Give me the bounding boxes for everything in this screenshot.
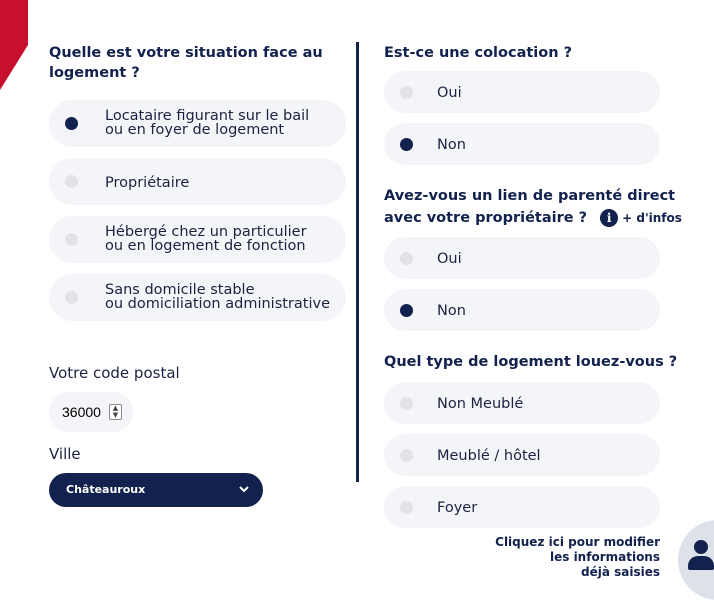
city-select-value: Châteauroux: [66, 483, 146, 496]
info-icon[interactable]: i: [600, 209, 618, 227]
edit-info-link[interactable]: Cliquez ici pour modifier les informations déjà saisies: [495, 535, 660, 579]
parente-question-line1: Avez-vous un lien de parenté direct: [384, 188, 676, 204]
option-label: Oui: [437, 251, 462, 267]
postal-code-input[interactable]: [49, 392, 133, 432]
parente-option-non[interactable]: [384, 289, 660, 331]
logement-option-meuble-hotel[interactable]: [384, 434, 660, 476]
situation-option-proprietaire[interactable]: [49, 158, 346, 205]
brand-corner-shape: [0, 0, 28, 90]
city-label: Ville: [49, 445, 81, 463]
number-spinner[interactable]: ▲ ▼: [109, 404, 122, 420]
colocation-option-oui[interactable]: [384, 71, 660, 113]
radio-selected[interactable]: [400, 138, 413, 151]
housing-situation-question: Quelle est votre situation face au logement ?: [49, 45, 323, 81]
parente-option-oui[interactable]: [384, 237, 660, 279]
radio-selected[interactable]: [65, 117, 78, 130]
option-label: Hébergé chez un particulier ou en logement de fonction: [105, 224, 307, 254]
more-info-link[interactable]: + d'infos: [622, 211, 682, 225]
radio-unselected[interactable]: [400, 501, 413, 514]
radio-unselected[interactable]: [400, 449, 413, 462]
radio-unselected[interactable]: [400, 86, 413, 99]
user-avatar-button[interactable]: [678, 520, 714, 600]
radio-unselected[interactable]: [400, 397, 413, 410]
logement-option-foyer[interactable]: [384, 486, 660, 528]
option-label: Oui: [437, 85, 462, 101]
option-label: Meublé / hôtel: [437, 448, 541, 464]
option-label: Locataire figurant sur le bail ou en foyer de logement: [105, 108, 310, 138]
radio-unselected[interactable]: [65, 233, 78, 246]
option-label: Sans domicile stable ou domiciliation administrative: [105, 282, 330, 312]
parente-question-text: avec votre propriétaire ?: [384, 210, 588, 226]
city-select[interactable]: [49, 473, 263, 507]
situation-option-sans-domicile[interactable]: [49, 274, 346, 321]
user-avatar-icon: [694, 540, 708, 554]
radio-unselected[interactable]: [65, 291, 78, 304]
chevron-down-icon: [239, 484, 249, 494]
parente-question-line2: [384, 208, 682, 228]
postal-code-label: Votre code postal: [49, 364, 180, 382]
colocation-option-non[interactable]: [384, 123, 660, 165]
user-avatar-icon-body: [688, 556, 714, 570]
logement-option-non-meuble[interactable]: [384, 382, 660, 424]
radio-selected[interactable]: [400, 304, 413, 317]
logement-type-question: Quel type de logement louez-vous ?: [384, 354, 678, 370]
option-label: Foyer: [437, 500, 478, 516]
situation-option-heberge[interactable]: [49, 216, 346, 263]
colocation-question: Est-ce une colocation ?: [384, 45, 573, 61]
situation-option-locataire[interactable]: [49, 100, 346, 147]
option-label: Non: [437, 137, 466, 153]
postal-code-value: 36000: [62, 404, 101, 420]
column-divider: [356, 42, 359, 482]
radio-unselected[interactable]: [65, 175, 78, 188]
option-label: Propriétaire: [105, 175, 190, 191]
radio-unselected[interactable]: [400, 252, 413, 265]
option-label: Non Meublé: [437, 396, 524, 412]
option-label: Non: [437, 303, 466, 319]
